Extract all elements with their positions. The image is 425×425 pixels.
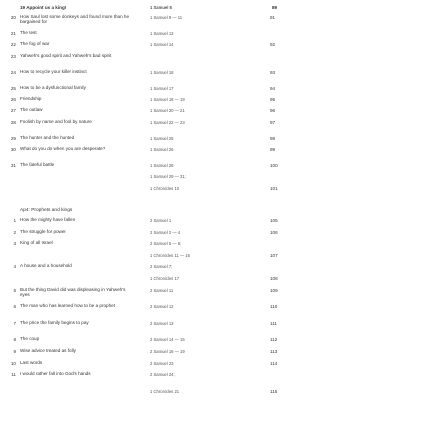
scripture-reference: 1 Samuel 8 xyxy=(150,5,172,10)
scripture-reference: 1 Samuel 20 — 21 xyxy=(150,108,185,114)
chapter-number: 4 xyxy=(13,264,16,270)
page-number: 112 xyxy=(270,337,278,343)
chapter-number: 22 xyxy=(10,42,16,48)
page-number: 110 xyxy=(270,304,278,310)
contents-row xyxy=(0,252,425,260)
contents-row xyxy=(0,185,425,193)
scripture-reference: 2 Samuel 14 — 15 xyxy=(150,337,185,343)
scripture-reference: 2 Samuel 7; xyxy=(150,264,173,270)
chapter-title[interactable]: How to be a dysfunctional family xyxy=(20,85,86,90)
chapter-title[interactable]: The price the family begins to pay xyxy=(20,319,89,325)
page-number: 94 xyxy=(270,86,276,91)
chapter-title[interactable]: How the mighty have fallen xyxy=(20,217,76,222)
chapter-number: 26 xyxy=(10,97,16,103)
contents-row xyxy=(0,360,425,368)
chapter-number: 24 xyxy=(10,69,16,75)
contents-row xyxy=(0,41,425,49)
chapter-title[interactable]: The coup xyxy=(20,336,40,342)
chapter-number: 7 xyxy=(13,320,16,326)
chapter-title[interactable]: The fateful battle xyxy=(20,162,55,168)
contents-row xyxy=(0,320,425,328)
contents-row xyxy=(0,69,425,77)
page-number: 106 xyxy=(270,229,278,235)
contents-row xyxy=(0,85,425,93)
chapter-title[interactable]: I would rather fall into God's hands xyxy=(20,371,91,377)
page-number: 96 xyxy=(270,108,276,114)
contents-row xyxy=(0,263,425,271)
chapter-number: 3 xyxy=(13,241,16,247)
chapter-title[interactable]: Foolish by name and fool by nature xyxy=(20,118,92,124)
chapter-number: 10 xyxy=(10,360,16,366)
contents-row xyxy=(0,217,425,225)
scripture-reference: 2 Samuel 13 xyxy=(150,320,174,326)
page-number: 92 xyxy=(270,42,276,48)
scripture-reference: 1 Samuel 14 xyxy=(150,42,174,48)
chapter-title[interactable]: The fog of war xyxy=(20,41,50,47)
chapter-number: 8 xyxy=(13,337,16,343)
page-number: 99 xyxy=(270,147,276,152)
page-number: 97 xyxy=(270,119,276,125)
contents-row xyxy=(0,119,425,127)
scripture-reference: 2 Samuel 1 xyxy=(150,218,172,223)
chapter-number: 5 xyxy=(13,287,16,293)
page-number: 93 xyxy=(270,69,276,75)
page-number: 108 xyxy=(270,276,278,281)
contents-row xyxy=(0,388,425,396)
scripture-reference: 2 Samuel 24; xyxy=(150,372,175,378)
scripture-reference: 1 Samuel 26 xyxy=(150,147,174,152)
contents-row xyxy=(0,107,425,115)
contents-row xyxy=(0,53,425,61)
chapter-number: 29 xyxy=(10,135,16,141)
contents-row xyxy=(0,135,425,143)
page-number: 89 xyxy=(272,5,278,10)
chapter-number: 30 xyxy=(10,147,16,152)
scripture-reference: 1 Samuel 18 — 19 xyxy=(150,97,185,103)
scripture-reference: 1 Samuel 28 xyxy=(150,163,174,169)
scripture-reference: 1 Samuel 25 xyxy=(150,135,174,141)
contents-row xyxy=(0,240,425,248)
scripture-reference: 1 Samuel 17 xyxy=(150,86,174,91)
chapter-title[interactable]: 19 Appoint us a king! xyxy=(20,5,67,10)
page-number: 91 xyxy=(270,15,276,20)
chapter-title[interactable]: The struggle for power xyxy=(20,228,66,234)
chapter-title[interactable]: Wise advice treated as folly xyxy=(20,348,76,353)
contents-row xyxy=(0,14,425,25)
chapter-number: 31 xyxy=(10,163,16,169)
chapter-title[interactable]: Last words xyxy=(20,359,43,365)
chapter-number: 25 xyxy=(10,86,16,91)
chapter-number: 6 xyxy=(13,304,16,310)
contents-row xyxy=(0,30,425,38)
chapter-title[interactable]: Friendship xyxy=(20,96,42,102)
contents-row xyxy=(0,275,425,283)
chapter-number: 20 xyxy=(10,15,16,20)
contents-row xyxy=(0,371,425,379)
chapter-number: 9 xyxy=(13,349,16,354)
scripture-reference: 1 Chronicles 21 xyxy=(150,388,180,394)
page-number: 107 xyxy=(270,252,278,258)
scripture-reference: 1 Samuel 16 xyxy=(150,69,174,75)
scripture-reference: 1 Samuel 9 — 11 xyxy=(150,15,183,20)
chapter-title[interactable]: The test xyxy=(20,30,37,36)
scripture-reference: 1 Samuel 29 — 31; xyxy=(150,174,186,180)
page-number: 115 xyxy=(270,388,278,394)
scripture-reference: 1 Samuel 22 — 23 xyxy=(150,119,185,125)
chapter-title[interactable]: How to recycle your killer instinct xyxy=(20,68,87,74)
chapter-title[interactable]: What do you do when you are desperate? xyxy=(20,146,106,151)
chapter-title[interactable]: The outlaw xyxy=(20,107,43,113)
contents-row xyxy=(0,96,425,104)
scripture-reference: 2 Samuel 5 — 6; xyxy=(150,241,182,247)
page-number: 101 xyxy=(270,185,278,191)
chapter-number: 21 xyxy=(10,31,16,37)
contents-row xyxy=(0,287,425,295)
scripture-reference: 1 Chronicles 10 xyxy=(150,185,180,191)
chapter-title[interactable]: The man who has learned how to be a prophet xyxy=(20,303,115,309)
contents-row xyxy=(0,146,425,154)
chapter-number: 11 xyxy=(11,372,16,378)
scripture-reference: 2 Samuel 23 xyxy=(150,360,174,366)
contents-row xyxy=(0,162,425,170)
chapter-title[interactable]: How Saul lost some donkeys and found more than he bargained for xyxy=(20,14,130,25)
contents-row xyxy=(0,4,425,12)
page-number: 105 xyxy=(270,218,278,223)
section-heading: Ap4: Prophets and kings xyxy=(20,208,73,213)
chapter-title[interactable]: But the thing David did was displeasing in Yahweh's eyes xyxy=(20,286,126,297)
contents-row xyxy=(0,303,425,311)
chapter-title[interactable]: Yahweh's good spirit and Yahweh's bad spirit xyxy=(20,52,112,58)
chapter-number: 23 xyxy=(10,53,16,59)
contents-row xyxy=(0,348,425,356)
page-number: 114 xyxy=(270,360,278,366)
page-number: 113 xyxy=(270,349,278,354)
chapter-number: 2 xyxy=(13,229,16,235)
page-number: 109 xyxy=(270,287,278,293)
scripture-reference: 2 Samuel 16 — 19 xyxy=(150,349,185,354)
chapter-number: 28 xyxy=(10,119,16,125)
scripture-reference: 1 Chronicles 17 xyxy=(150,276,180,281)
chapter-title[interactable]: King of all Israel xyxy=(20,240,53,246)
contents-row xyxy=(0,229,425,237)
scripture-reference: 2 Samuel 11 xyxy=(150,287,174,293)
scripture-reference: 2 Samuel 2 — 4 xyxy=(150,229,181,235)
page-number: 111 xyxy=(270,320,277,326)
chapter-number: 27 xyxy=(10,108,16,114)
chapter-number: 1 xyxy=(13,218,16,223)
page-number: 95 xyxy=(270,97,276,103)
page-number: 98 xyxy=(270,135,276,141)
contents-row xyxy=(0,173,425,181)
contents-row xyxy=(0,336,425,344)
chapter-title[interactable]: A house and a household xyxy=(20,263,72,269)
scripture-reference: 1 Chronicles 11 — 16 xyxy=(150,252,190,258)
scripture-reference: 1 Samuel 13 xyxy=(150,31,174,37)
page-number: 100 xyxy=(270,163,278,169)
chapter-title[interactable]: The hunter and the hunted xyxy=(20,134,75,140)
scripture-reference: 2 Samuel 12 xyxy=(150,304,174,310)
